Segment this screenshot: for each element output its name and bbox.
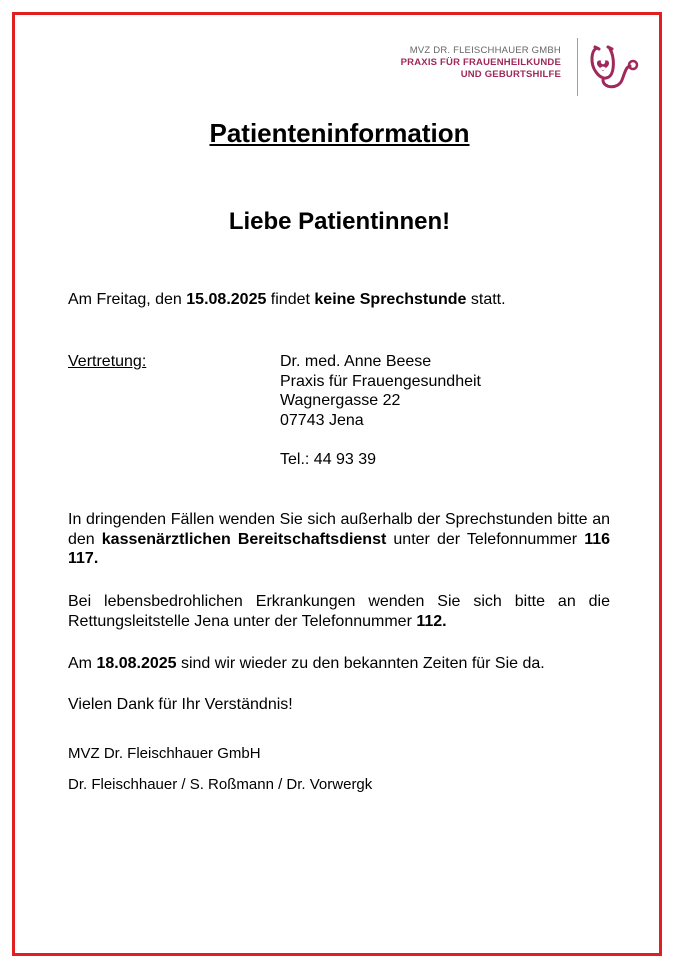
red-border-frame xyxy=(12,12,662,956)
logo-divider xyxy=(577,38,578,96)
closure-notice: Am Freitag, den 15.08.2025 findet keine Sprechstunde statt. xyxy=(68,291,506,308)
greeting: Liebe Patientinnen! xyxy=(228,208,451,235)
logo-practice-line2: UND GEBURTSHILFE xyxy=(460,69,561,80)
emergency-paragraph: Bei lebensbedrohlichen Erkrankungen wenden Sie sich bitte an die Rettungsleitstelle Jena unter der Telefonnummer 112. xyxy=(68,593,610,630)
rep-name: Dr. med. Anne Beese xyxy=(280,353,432,370)
closure-date: 15.08.2025 xyxy=(186,291,267,308)
closure-emphasis: keine Sprechstunde xyxy=(314,291,467,308)
representation-details xyxy=(280,352,481,469)
signature-names: Dr. Fleischhauer / S. Roßmann / Dr. Vorwergk xyxy=(68,776,373,793)
on-call-number: 116 117. xyxy=(68,530,611,567)
practice-logo-text xyxy=(401,45,561,81)
logo-practice-line1: PRAXIS FÜR FRAUENHEILKUNDE xyxy=(400,57,561,68)
on-call-service: kassenärztlichen Bereitschaftsdienst xyxy=(101,530,387,548)
logo-company: MVZ DR. FLEISCHHAUER GMBH xyxy=(409,45,561,56)
return-paragraph: Am 18.08.2025 sind wir wieder zu den bekannten Zeiten für Sie da. xyxy=(68,655,545,672)
rep-city: 07743 Jena xyxy=(280,411,364,429)
signature-company: MVZ Dr. Fleischhauer GmbH xyxy=(68,745,261,762)
representation-label: Vertretung: xyxy=(68,353,147,370)
rep-practice: Praxis für Frauengesundheit xyxy=(280,372,481,390)
rep-phone: Tel.: 44 93 39 xyxy=(280,450,377,468)
stethoscope-heart-icon xyxy=(588,42,640,90)
emergency-number: 112. xyxy=(416,612,447,630)
return-date: 18.08.2025 xyxy=(96,655,177,672)
page-title: Patienteninformation xyxy=(209,118,470,148)
rep-street: Wagnergasse 22 xyxy=(280,392,401,409)
urgent-paragraph: In dringenden Fällen wenden Sie sich außerhalb der Sprechstunden bitte an den kassenärztlichen Bereitschaftsdienst unter der Telefonnummer 116 117. xyxy=(68,511,611,567)
thanks-text: Vielen Dank für Ihr Verständnis! xyxy=(68,696,293,713)
